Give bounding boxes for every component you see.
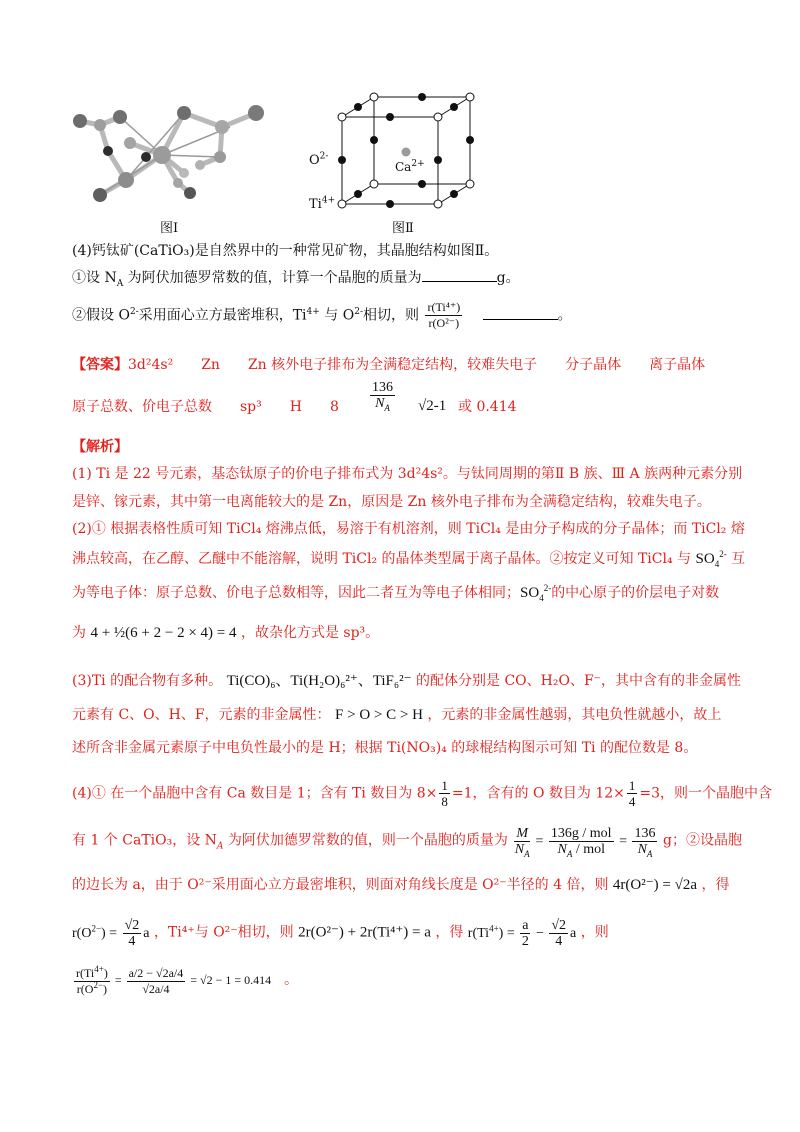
ratio-result-equation: $\frac{r(Ti^{4+})}{r(O^{2-})}$ = $\frac{a/2 - √2a/4}{√2a/4}$ = √2 − 1 = 0.414 [76,964,272,996]
ti-radius-equation: $r(Ti^{4+})$ = $\frac{a}{2}$ − $\frac{√2}{4}$ a [467,918,577,949]
analysis-p3-line1: (3)Ti 的配合物有多种。 Ti(CO)₆、Ti(H₂O)₆²⁺、TiF₆²⁻ 的配体分别是 CO、H₂O、F⁻，其中含有的非金属性 [72,673,742,689]
answer-sqrt: √2-1 [418,398,447,414]
sulfate-ion-2: $SO_4^{2-}$ [520,583,552,603]
label-o2-minus: $O^{2-}$ [309,151,329,168]
analysis-p4-line1: (4)① 在一个晶胞中含有 Ca 数目是 1；含有 Ti 数目为 8× $\frac{1}{8}$ =1，含有的 O 数目为 12× $\frac{1}{4}$ =3，则一个晶胞中含 [72,778,773,809]
electronegativity-order: F > O > C > H [335,707,423,723]
analysis-p4-line3: 的边长为 a，由于 O²⁻采用面心立方最密堆积，则面对角线长度是 O²⁻半径的 4 倍，则 4r(O²⁻) = √2a ，得 [72,877,730,893]
sulfate-ion: $SO_4^{2-}$ [695,549,727,569]
tangent-equation: 2r(O²⁻) + 2r(Ti⁴⁺) = a [298,924,431,941]
question-4-text: (4)钙钛矿(CaTiO₃)是自然界中的一种常见矿物，其晶胞结构如图Ⅱ。 [72,243,499,259]
analysis-p2-line4: 为 4 + ½(6 + 2 − 2 × 4) = 4 ，故杂化方式是 sp³。 [72,625,380,641]
analysis-p4-line4: $r(O^{2-})$ = $\frac{√2}{4}$ a ，Ti⁴⁺与 O²⁻相切，则 2r(O²⁻) + 2r(Ti⁴⁺) = a ，得 $r(Ti^{4+})$ = $\frac{a}{2}$ − $\frac{√2}{4}$ a ，则 [72,918,609,949]
question-4-1-text: ①设 $N_A$ 为阿伏加德罗常数的值，计算一个晶胞的质量为 g。 [72,270,520,289]
answer-line-2: 原子总数、价电子总数 sp³ H 8 [72,399,339,415]
answer-alt-value: 或 0.414 [458,399,517,415]
answer-blank-1[interactable] [422,281,497,282]
analysis-p1-line1: (1) Ti 是 22 号元素，基态钛原子的价电子排布式为 3d²4s²。与钛同周期的第Ⅱ B 族、Ⅲ A 族两种元素分别 [72,466,743,482]
label-ti4-plus: $Ti^{4+}$ [309,195,336,212]
label-ca2-plus: $Ca^{2+}$ [395,159,425,174]
analysis-p2-line1: (2)① 根据表格性质可知 TiCl₄ 熔沸点低，易溶于有机溶剂，则 TiCl₄ 是由分子构成的分子晶体；而 TiCl₂ 熔 [72,521,745,537]
electron-pair-equation: 4 + ½(6 + 2 − 2 × 4) = 4 [90,625,237,641]
answer-blank-2[interactable] [483,319,558,320]
answer-label: 【答案】 [72,357,128,373]
figure-2-caption: 图Ⅱ [392,221,414,236]
analysis-p4-line2: 有 1 个 CaTiO₃，设 $N_A$ 为阿伏加德罗常数的值，则一个晶胞的质量为 $\frac{M}{N_A}$ = $\frac{\text{136g / mol}}{N_A / mol}$ = $\frac{136}{N_A}$ g；②设晶胞 [72,826,742,859]
analysis-p3-line2: 元素有 C、O、H、F，元素的非金属性： F > O > C > H ，元素的非金属性越弱，其电负性就越小，故上 [72,707,722,723]
analysis-p1-line2: 是锌、镓元素，其中第一电离能较大的是 Zn，原因是 Zn 核外电子排布为全满稳定结构，较难失电子。 [72,494,711,510]
analysis-p2-line3: 为等电子体：原子总数、价电子总数相等，因此二者互为等电子体相同；$SO_4^{2-}$的中心原子的价层电子对数 [72,583,720,603]
analysis-label: 【解析】 [72,439,128,455]
radius-ratio-fraction: $\frac{\text{r(Ti⁴⁺)}}{\text{r(O²⁻)}}$ [427,300,461,330]
cell-mass-equation: $\frac{M}{N_A}$ = $\frac{\text{136g / mol}}{N_A / mol}$ = $\frac{136}{N_A}$ [514,826,656,859]
diagonal-equation: 4r(O²⁻) = √2a [612,877,698,893]
figure-1-caption: 图Ⅰ [160,221,179,236]
figure-2-unit-cell [332,92,480,214]
analysis-p3-line3: 述所含非金属元素原子中电负性最小的是 H；根据 Ti(NO₃)₄ 的球棍结构图示可知 Ti 的配位数是 8。 [72,740,698,756]
figure-1-ball-stick [60,95,290,220]
analysis-p2-line2: 沸点较高，在乙醇、乙醚中不能溶解，说明 TiCl₂ 的晶体类型属于离子晶体。②按定义可知 TiCl₄ 与 $SO_4^{2-}$ 互 [72,549,746,569]
question-4-2-text: ②假设 $O^{2-}$采用面心立方最密堆积，$Ti^{4+}$ 与 $O^{2-}$相切，则 $\frac{\text{r(Ti⁴⁺)}}{\text{r(O²⁻)}}$ 。 [72,300,572,330]
complex-formulas: Ti(CO)₆、Ti(H₂O)₆²⁺、TiF₆²⁻ [226,673,412,689]
analysis-p4-line5: $\frac{r(Ti^{4+})}{r(O^{2-})}$ = $\frac{a/2 - √2a/4}{√2a/4}$ = √2 − 1 = 0.414 。 [72,966,298,997]
answer-line-1: 【答案】3d²4s² Zn Zn 核外电子排布为全满稳定结构，较难失电子 分子晶体 离子晶体 [72,357,706,373]
oxygen-radius-equation: $r(O^{2-})$ = $\frac{√2}{4}$ a [72,918,150,949]
answer-fraction: $\frac{136}{N_A}$ [372,380,393,413]
